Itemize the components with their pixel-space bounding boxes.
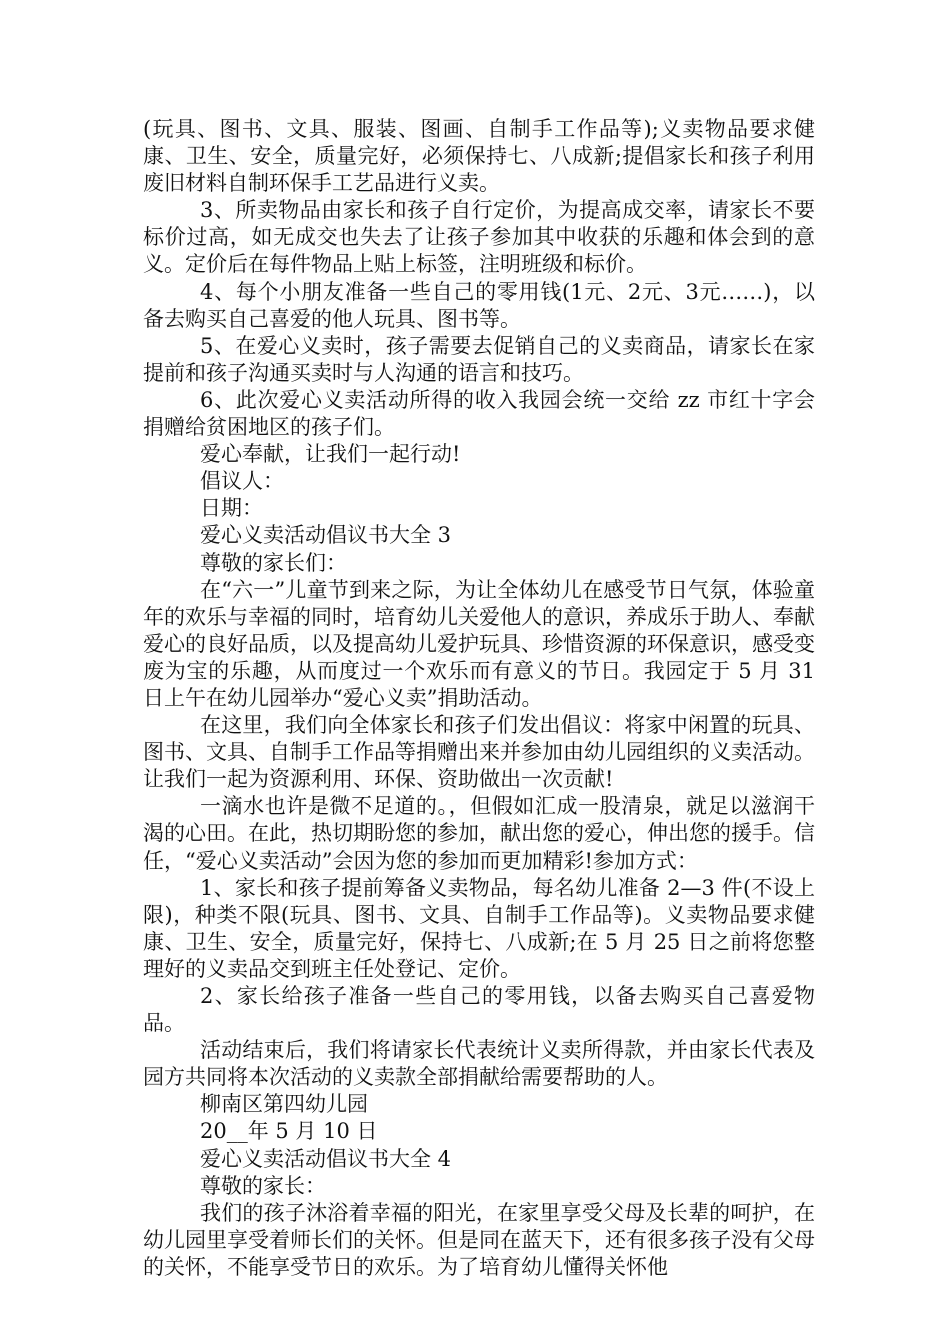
paragraph: 在“六一”儿童节到来之际，为让全体幼儿在感受节日气氛，体验童年的欢乐与幸福的同时，培育幼儿关爱他人的意识，养成乐于助人、奉献爱心的良好品质，以及提高幼儿爱护玩具、珍惜资源的环保意识，感受变废为宝的乐趣，从而度过一个欢乐而有意义的节日。我园定于 5 月 31 日上午在幼儿园举办“爱心义卖”捐助活动。 bbox=[143, 577, 815, 710]
paragraph: 在这里，我们向全体家长和孩子们发出倡议：将家中闲置的玩具、图书、文具、自制手工作品等捐赠出来并参加由幼儿园组织的义卖活动。让我们一起为资源利用、环保、资助做出一次贡献! bbox=[143, 713, 815, 792]
paragraph: 3、所卖物品由家长和孩子自行定价，为提高成交率，请家长不要标价过高，如无成交也失去了让孩子参加其中收获的乐趣和体会到的意义。定价后在每件物品上贴上标签，注明班级和标价。 bbox=[143, 198, 815, 277]
salutation: 尊敬的家长们： bbox=[200, 550, 347, 575]
closing-slogan: 爱心奉献，让我们一起行动! bbox=[200, 442, 461, 467]
paragraph: (玩具、图书、文具、服装、图画、自制手工作品等);义卖物品要求健康、卫生、安全，质量完好，必须保持七、八成新;提倡家长和孩子利用废旧材料自制环保手工艺品进行义卖。 bbox=[143, 117, 815, 196]
proposer-label: 倡议人： bbox=[200, 469, 284, 494]
section-heading: 爱心义卖活动倡议书大全 4 bbox=[200, 1146, 452, 1171]
paragraph: 2、家长给孩子准备一些自己的零用钱，以备去购买自己喜爱物品。 bbox=[143, 984, 815, 1036]
salutation: 尊敬的家长： bbox=[200, 1173, 326, 1198]
paragraph: 活动结束后，我们将请家长代表统计义卖所得款，并由家长代表及园方共同将本次活动的义卖款全部捐献给需要帮助的人。 bbox=[143, 1038, 815, 1090]
section-heading: 爱心义卖活动倡议书大全 3 bbox=[200, 523, 452, 548]
paragraph: 4、每个小朋友准备一些自己的零用钱(1元、2元、3元……)，以备去购买自己喜爱的他人玩具、图书等。 bbox=[143, 279, 815, 331]
paragraph: 1、家长和孩子提前筹备义卖物品，每名幼儿准备 2—3 件(不设上限)，种类不限(玩具、图书、文具、自制手工作品等)。义卖物品要求健康、卫生、安全，质量完好，保持七、八成新;在 5 月 25 日之前将您整理好的义卖品交到班主任处登记、定价。 bbox=[143, 875, 815, 981]
paragraph: 我们的孩子沐浴着幸福的阳光，在家里享受父母及长辈的呵护，在幼儿园里享受着师长们的关怀。但是同在蓝天下，还有很多孩子没有父母的关怀，不能享受节日的欢乐。为了培育幼儿懂得关怀他 bbox=[143, 1200, 815, 1279]
signature-date: 20__年 5 月 10 日 bbox=[200, 1119, 378, 1144]
paragraph: 一滴水也许是微不足道的。，但假如汇成一股清泉，就足以滋润干渴的心田。在此，热切期盼您的参加，献出您的爱心，伸出您的援手。信任，“爱心义卖活动”会因为您的参加而更加精彩!参加方式： bbox=[143, 794, 815, 873]
paragraph: 6、此次爱心义卖活动所得的收入我园会统一交给 zz 市红十字会捐赠给贫困地区的孩子们。 bbox=[143, 387, 815, 440]
document-page bbox=[143, 116, 815, 1281]
signature-organization: 柳南区第四幼儿园 bbox=[200, 1092, 368, 1117]
paragraph: 5、在爱心义卖时，孩子需要去促销自己的义卖商品，请家长在家提前和孩子沟通买卖时与人沟通的语言和技巧。 bbox=[143, 333, 815, 385]
date-label: 日期： bbox=[200, 496, 263, 521]
